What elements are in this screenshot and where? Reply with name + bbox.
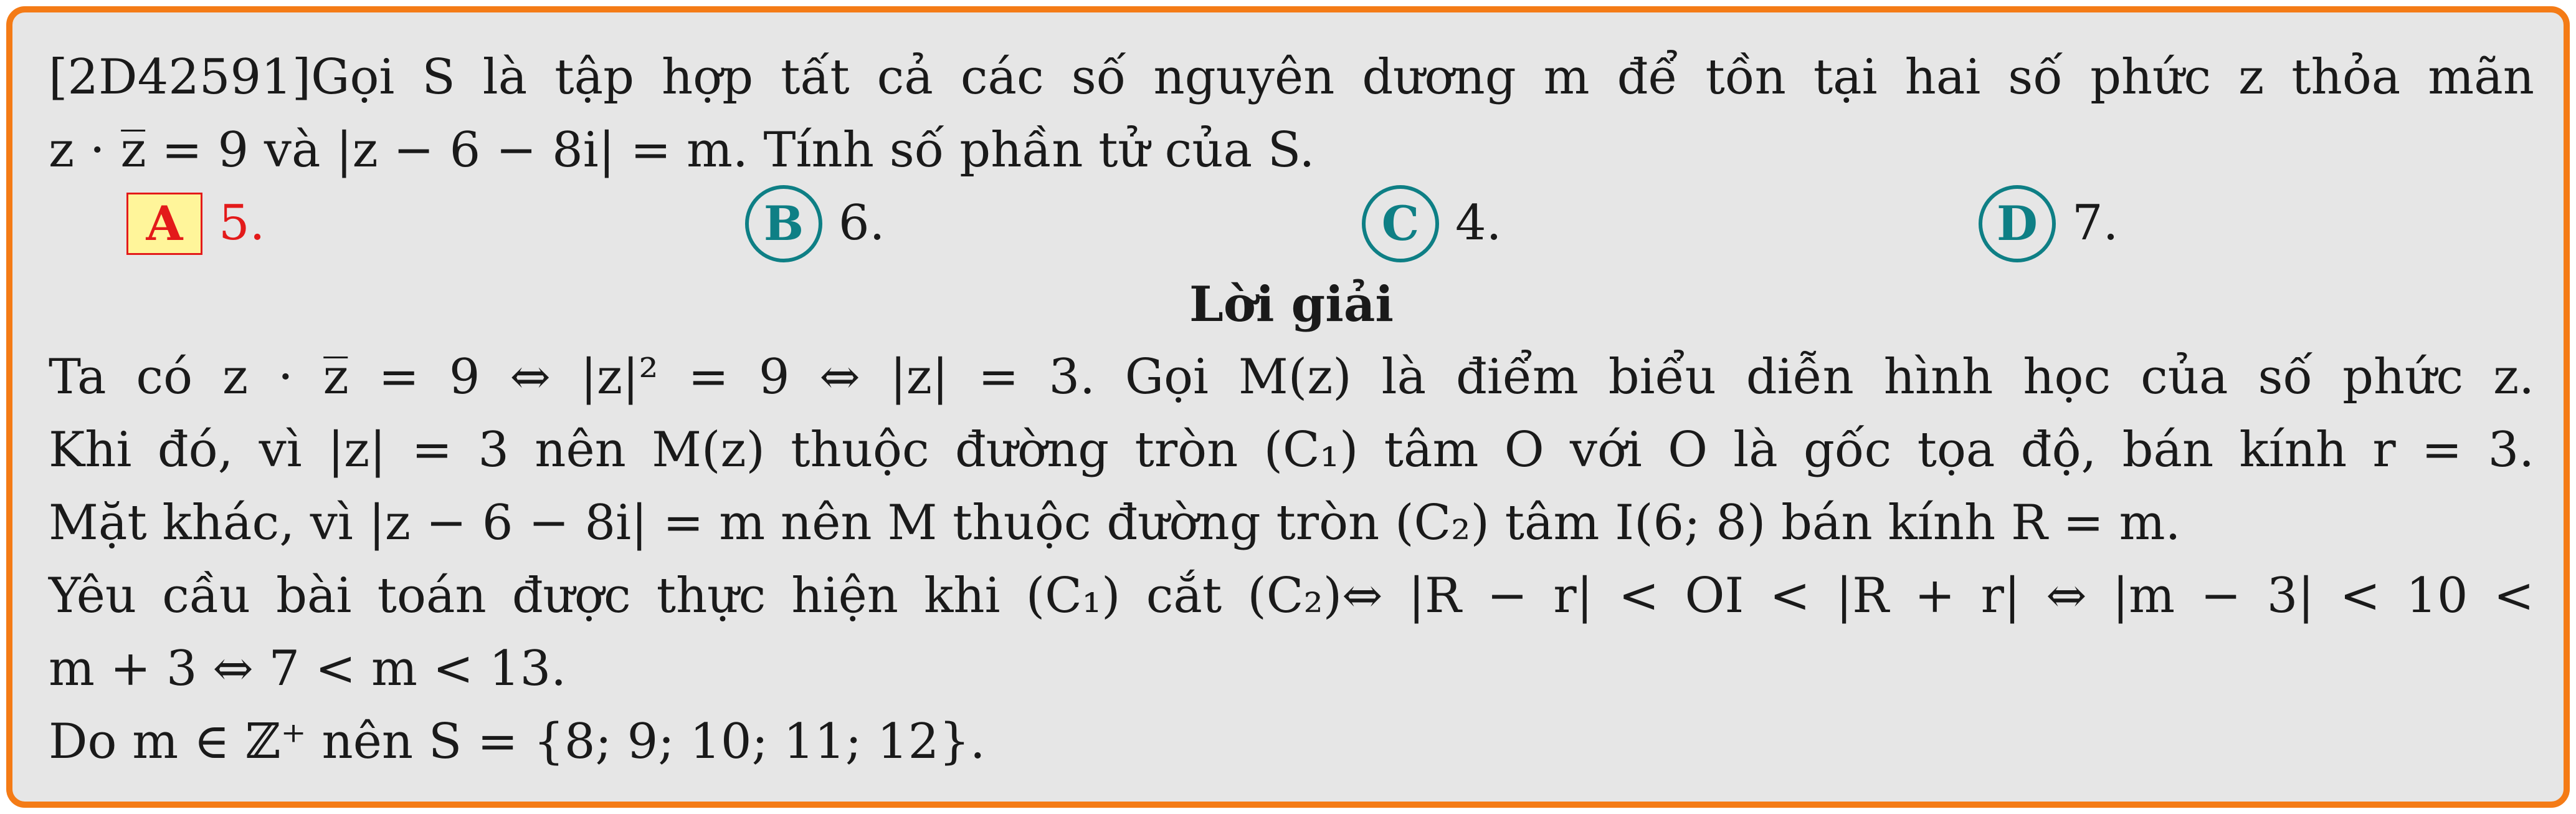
choice-a-value: 5. xyxy=(219,195,265,251)
solution-line-4: Yêu cầu bài toán được thực hiện khi (C₁) cắt (C₂)⇔ |R − r| < OI < |R + r| ⇔ |m − 3| < 10 < xyxy=(49,568,2534,624)
solution-title: Lời giải xyxy=(1189,276,1394,333)
solution-line-1: Ta có z · z̅ = 9 ⇔ |z|² = 9 ⇔ |z| = 3. Gọi M(z) là điểm biểu diễn hình học của số phức z. xyxy=(49,349,2534,405)
solution-line-5: m + 3 ⇔ 7 < m < 13. xyxy=(49,641,566,697)
choice-b-label: B xyxy=(745,185,822,262)
question-card xyxy=(6,6,2570,808)
choice-d-value: 7. xyxy=(2072,195,2119,251)
choice-d-label: D xyxy=(1979,185,2056,262)
problem-line-1: [2D42591]Gọi S là tập hợp tất cả các số nguyên dương m để tồn tại hai số phức z thỏa mãn xyxy=(49,49,2534,105)
choice-b[interactable] xyxy=(745,187,885,260)
choice-a[interactable] xyxy=(126,187,265,260)
question-content xyxy=(49,41,2534,778)
choice-d[interactable] xyxy=(1979,187,2118,260)
solution-line-6: Do m ∈ ℤ⁺ nên S = {8; 9; 10; 11; 12}. xyxy=(49,714,986,770)
choice-b-value: 6. xyxy=(839,195,885,251)
choice-c-value: 4. xyxy=(1455,195,1502,251)
choice-c[interactable] xyxy=(1362,187,1501,260)
solution-line-2: Khi đó, vì |z| = 3 nên M(z) thuộc đường tròn (C₁) tâm O với O là gốc tọa độ, bán kính r = 3. xyxy=(49,422,2534,478)
solution-line-3: Mặt khác, vì |z − 6 − 8i| = m nên M thuộc đường tròn (C₂) tâm I(6; 8) bán kính R = m. xyxy=(49,495,2181,551)
choice-a-label: A xyxy=(126,193,202,255)
answer-choices xyxy=(49,187,2534,268)
problem-line-2: z · z̅ = 9 và |z − 6 − 8i| = m. Tính số phần tử của S. xyxy=(49,122,1315,178)
choice-c-label: C xyxy=(1362,185,1439,262)
